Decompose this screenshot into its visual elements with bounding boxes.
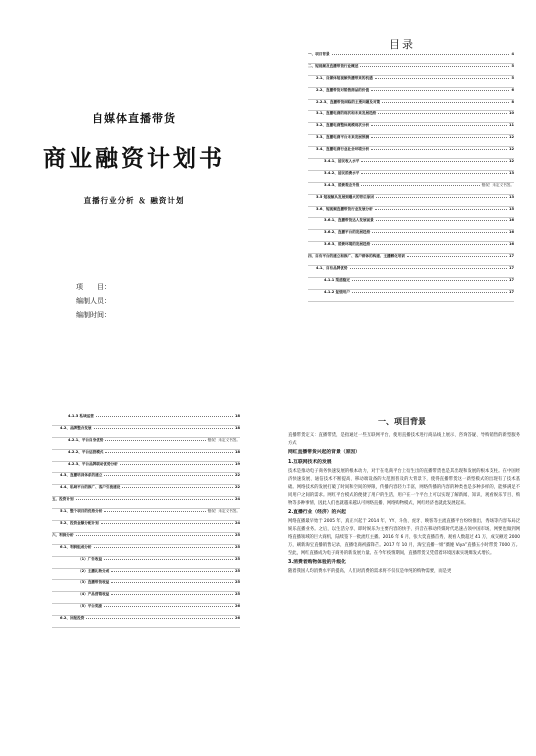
toc-leader-dots (101, 521, 233, 524)
toc-leader-dots (407, 254, 507, 257)
toc-entry[interactable] (52, 569, 240, 581)
toc-entry-page: 17 (508, 289, 514, 294)
cover-title: 商业融资计划书 (43, 146, 225, 172)
toc-entry-title: 4.2、品牌整合发展 (60, 425, 92, 430)
toc-entry-title: 3.6、短视频直播带货行业发展分析 (316, 206, 373, 211)
toc-leader-dots (372, 242, 507, 245)
section-body (288, 432, 520, 576)
cover-fields (76, 280, 111, 322)
toc-entry-error: 错误！未定义书签。 (207, 437, 240, 442)
toc-entry-title: 3.2、直播电商整体规模现状分析 (316, 123, 370, 128)
toc-entry[interactable] (52, 533, 240, 545)
toc-page-continued (0, 378, 268, 756)
toc-entry-title: 3.4.3、消费观念升级 (324, 182, 360, 187)
toc-leader-dots (350, 266, 507, 269)
toc-leader-dots (372, 230, 507, 233)
toc-entry-title: （4）产品营销收益 (78, 592, 110, 597)
toc-leader-dots (375, 76, 510, 79)
toc-entry-page: 13 (508, 170, 514, 175)
toc-entry-page: 24 (234, 521, 240, 526)
toc-entry-title: 四、自有平台的建立和推广、客户群体的构建、主播孵化培训 (308, 254, 406, 259)
toc-leader-dots (332, 52, 510, 55)
toc-entry-page: 17 (508, 266, 514, 271)
toc-entry-title: 六、利润分析 (52, 532, 74, 537)
toc-entry[interactable] (308, 52, 514, 64)
toc-entry-title: 4.3、直播培训体系的建立 (60, 473, 103, 478)
toc-entry[interactable] (52, 414, 240, 426)
toc-entry[interactable] (52, 557, 240, 569)
toc-entry-page: 25 (234, 556, 240, 561)
toc-entry-page: 25 (234, 592, 240, 597)
toc-leader-dots (371, 147, 507, 150)
toc-leader-dots (361, 159, 507, 162)
toc-entry-title: （2）主播礼物分成 (78, 568, 110, 573)
subsection-heading: 1.互联网技术的发展 (288, 460, 332, 465)
toc-leader-dots (122, 485, 233, 488)
toc-entry-title: 二、短视频及直播带货行业概述 (308, 63, 359, 68)
toc-leader-dots (360, 64, 509, 67)
toc-entry[interactable] (52, 450, 240, 462)
toc-entry[interactable] (308, 183, 514, 195)
section-heading: 一、项目背景 (378, 417, 426, 426)
toc-leader-dots (371, 135, 507, 138)
toc-entry-page: 11 (508, 123, 514, 128)
toc-page (268, 0, 536, 378)
toc-leader-dots (111, 569, 233, 572)
toc-list-continued (52, 414, 240, 628)
toc-entry-title: 3.1、直播电商的现状和未来发展趋势 (316, 111, 377, 116)
toc-entry-page: 22 (234, 485, 240, 490)
toc-list (308, 52, 514, 302)
toc-entry-page: 25 (234, 532, 240, 537)
toc-entry-title: 3.6.2、直播平台的发展趋势 (324, 230, 371, 235)
toc-entry-title: 3.4.1、居民收入水平 (324, 159, 360, 164)
toc-entry[interactable] (52, 616, 240, 628)
toc-leader-dots (382, 100, 509, 103)
toc-entry-title: 4.1.1 渠道稳定 (324, 277, 350, 282)
toc-entry-title: （1）广告收益 (78, 556, 103, 561)
toc-entry-title: 4.2.3、平台品牌联动优势分析 (68, 461, 118, 466)
toc-entry[interactable] (308, 100, 514, 112)
toc-entry-title: 2.1、自媒体短视频传播带来的机遇 (316, 75, 373, 80)
toc-entry-page: 25 (234, 544, 240, 549)
toc-entry-title: 6.2、回报投资 (60, 616, 85, 621)
toc-leader-dots (111, 580, 233, 583)
toc-leader-dots (361, 171, 507, 174)
toc-entry-title: 5.1、整个项目的优势分析 (60, 509, 103, 514)
toc-entry[interactable] (308, 123, 514, 135)
toc-entry-page: 25 (234, 568, 240, 573)
toc-entry[interactable] (308, 159, 514, 171)
toc-entry-error: 错误！未定义书签。 (481, 182, 514, 187)
cover-brand: 自媒体直播带货 (92, 112, 176, 125)
toc-entry[interactable] (52, 426, 240, 438)
toc-entry-page: 17 (508, 254, 514, 259)
toc-entry-title: 2.2.3、直播带货面临的主要问题及对策 (316, 99, 381, 104)
paragraph: 直播带货定义：直播带货，是指通过一些互联网平台，使用直播技术进行商品线上展示、咨询答疑、导购销售的新型服务方式 (288, 433, 520, 446)
toc-leader-dots (371, 123, 507, 126)
toc-leader-dots (378, 111, 507, 114)
toc-entry-title: 3.6.3、消费环境的发展趋势 (324, 242, 371, 247)
toc-entry[interactable] (308, 195, 514, 207)
toc-entry-page: 8 (511, 99, 514, 104)
content-page (268, 378, 536, 756)
toc-entry-page: 5 (511, 63, 514, 68)
toc-entry-page: 24 (234, 497, 240, 502)
toc-leader-dots (76, 533, 233, 536)
toc-leader-dots (104, 557, 233, 560)
toc-entry-title: 五、投资计划 (52, 497, 74, 502)
toc-entry-page: 6 (511, 87, 514, 92)
toc-leader-dots (105, 438, 205, 441)
toc-entry-title: 一、项目背景 (308, 52, 330, 56)
paragraph: 随着我国人均消费水平的提高，人们对消费的需求将不仅仅是单纯的购物需要，而是更 (288, 569, 452, 574)
toc-leader-dots (376, 195, 507, 198)
toc-entry-page: 26 (234, 616, 240, 621)
toc-entry-title: 3.4、直播电商行业社会环境分析 (316, 147, 370, 152)
toc-leader-dots (104, 473, 233, 476)
toc-entry-title: 6.1、利润组成分析 (60, 544, 92, 549)
toc-entry-title: 3.4.2、居民消费水平 (324, 170, 360, 175)
toc-entry-page: 4 (511, 52, 514, 56)
toc-entry-page: 10 (508, 111, 514, 116)
toc-entry[interactable] (52, 545, 240, 557)
toc-entry[interactable] (308, 111, 514, 123)
toc-entry-page: 22 (234, 473, 240, 478)
toc-entry-page: 16 (508, 230, 514, 235)
toc-entry-title: （3）直播带货收益 (78, 580, 110, 585)
toc-leader-dots (352, 290, 507, 293)
toc-entry-title: 3.5 短视频从发展到爆火的背后原因 (316, 194, 374, 199)
toc-entry[interactable] (308, 278, 514, 290)
toc-entry-title: （5）平台奖励 (78, 604, 103, 609)
toc-entry[interactable] (308, 242, 514, 254)
toc-entry[interactable] (52, 497, 240, 509)
toc-entry-page: 18 (234, 414, 240, 418)
toc-entry[interactable] (52, 580, 240, 592)
toc-entry[interactable] (52, 473, 240, 485)
toc-entry-page: 12 (508, 147, 514, 152)
toc-entry[interactable] (308, 171, 514, 183)
toc-entry-page: 18 (234, 425, 240, 430)
toc-entry[interactable] (308, 266, 514, 278)
toc-leader-dots (104, 604, 233, 607)
toc-entry[interactable] (52, 509, 240, 521)
toc-leader-dots (94, 545, 233, 548)
toc-leader-dots (352, 278, 507, 281)
toc-entry[interactable] (308, 290, 514, 302)
toc-entry-page: 17 (508, 277, 514, 282)
toc-leader-dots (120, 462, 233, 465)
toc-entry[interactable] (52, 438, 240, 450)
toc-leader-dots (104, 509, 205, 512)
toc-entry-title: 4.1、自有品牌优势 (316, 266, 348, 271)
toc-entry[interactable] (308, 64, 514, 76)
toc-entry[interactable] (52, 462, 240, 474)
toc-entry[interactable] (308, 230, 514, 242)
toc-entry-title: 2.2、直播带货对销售商品的价值 (316, 87, 370, 92)
toc-title: 目录 (389, 38, 415, 51)
toc-entry-page: 26 (234, 604, 240, 609)
cover-field-project: 项 目： (76, 283, 111, 291)
toc-leader-dots (76, 497, 233, 500)
toc-entry[interactable] (308, 76, 514, 88)
cover-field-author: 编制人员： (76, 297, 111, 305)
toc-entry[interactable] (308, 88, 514, 100)
toc-entry-error: 错误！未定义书签。 (207, 509, 240, 514)
toc-entry-page: 15 (508, 206, 514, 211)
toc-entry-title: 4.2.2、平台运营模式 (68, 449, 104, 454)
cover-field-date: 编制时间： (76, 311, 111, 319)
toc-entry[interactable] (308, 135, 514, 147)
cover-subtitle: 直播行业分析 ＆ 融资计划 (83, 196, 185, 205)
toc-entry-title: 4.1.2 复情用户 (324, 289, 350, 294)
toc-entry[interactable] (308, 147, 514, 159)
toc-entry-title: 4.4、私域平台的推广、客户引流建设 (60, 485, 121, 490)
toc-entry-page: 25 (234, 580, 240, 585)
toc-entry-page: 13 (508, 194, 514, 199)
toc-entry-title: 5.2、投资金额分配计划 (60, 521, 99, 526)
toc-leader-dots (376, 218, 507, 221)
toc-entry[interactable] (52, 604, 240, 616)
paragraph: 网络直播最早始于 2005 年，真正兴起于 2014 年，YY、斗鱼、虎牙、映客等主流直播平台纷纷推出，秀场等内容布局泛娱乐直播业务。之后，以生活分享、即时娱乐为主要内容的快手、抖音在移动传媒时代迅速占领中国市场，网要也做到网络直播领域的巨大商机，陆续签下一批流红主播。2016 年 6 月，张大奕直播首秀，观看人数超过 41 万，成交额近 2000 万，刷新淘宝直播销售记录，直播电商初露锋芒。2017 年 10 月，淘宝直播一姐“薇娅 Viya”直播五小时带货 7000 万。至此，网红直播成为电子商务的新发展力量。在今年疫情期间，直播带货又凭借着环境因素实现爆发式增长。 (288, 519, 520, 556)
toc-entry-page: 16 (508, 218, 514, 223)
toc-entry-page: 16 (508, 242, 514, 247)
toc-leader-dots (94, 426, 233, 429)
toc-entry-title: 3.3、直播电商平台未来发展预测 (316, 135, 370, 140)
toc-leader-dots (105, 450, 233, 453)
toc-entry-page: 19 (234, 461, 240, 466)
toc-entry-page: 5 (511, 75, 514, 80)
toc-entry-page: 12 (508, 135, 514, 140)
toc-leader-dots (86, 616, 233, 619)
toc-entry-title: 4.1.3 私域运营 (68, 414, 94, 418)
toc-leader-dots (361, 183, 479, 186)
subsection-heading: 网红直播带货兴起的背景（原因） (288, 450, 360, 455)
toc-leader-dots (111, 592, 233, 595)
toc-entry-title: 4.2.1、平台自身优势 (68, 437, 104, 442)
toc-entry[interactable] (52, 485, 240, 497)
toc-entry[interactable] (308, 254, 514, 266)
toc-leader-dots (375, 207, 507, 210)
subsection-heading: 3.消费者购物体验的升级化 (288, 560, 346, 565)
subsection-heading: 2.直播行业（经济）的兴起 (288, 510, 346, 515)
paragraph: 技术是推动电子商务快速发展的根本动力，对于在电商平台上衍生出的直播带货也是其出现和发展的根本支柱。在中国经济快速发展、通信技术不断提高、移动端设备的大范围普及的大背景下，使得直播带货这一新型模式的出现有了技术基础。网络技术的发展打破了时间和空间的界限，传播内容轻力丰富，网络传播的内容的种类也是多种多样的，能够满足不同用户之间的需求。网红平台模式的便捷了用户的生活，用户在一个平台上可以实现了解新闻、知识、观看娱乐节目、购物等多种事情，因此人们也就越来越认可网络直播、网络购物模式，网红经济也就此发展起来。 (288, 469, 520, 506)
toc-entry[interactable] (308, 207, 514, 219)
toc-entry[interactable] (52, 521, 240, 533)
toc-entry[interactable] (52, 592, 240, 604)
toc-entry[interactable] (308, 218, 514, 230)
toc-entry-title: 3.6.1、直播带货达人发展前景 (324, 218, 374, 223)
toc-entry-page: 12 (508, 159, 514, 164)
toc-leader-dots (96, 414, 233, 417)
cover-page (0, 0, 268, 378)
toc-leader-dots (371, 88, 509, 91)
toc-entry-page: 18 (234, 449, 240, 454)
